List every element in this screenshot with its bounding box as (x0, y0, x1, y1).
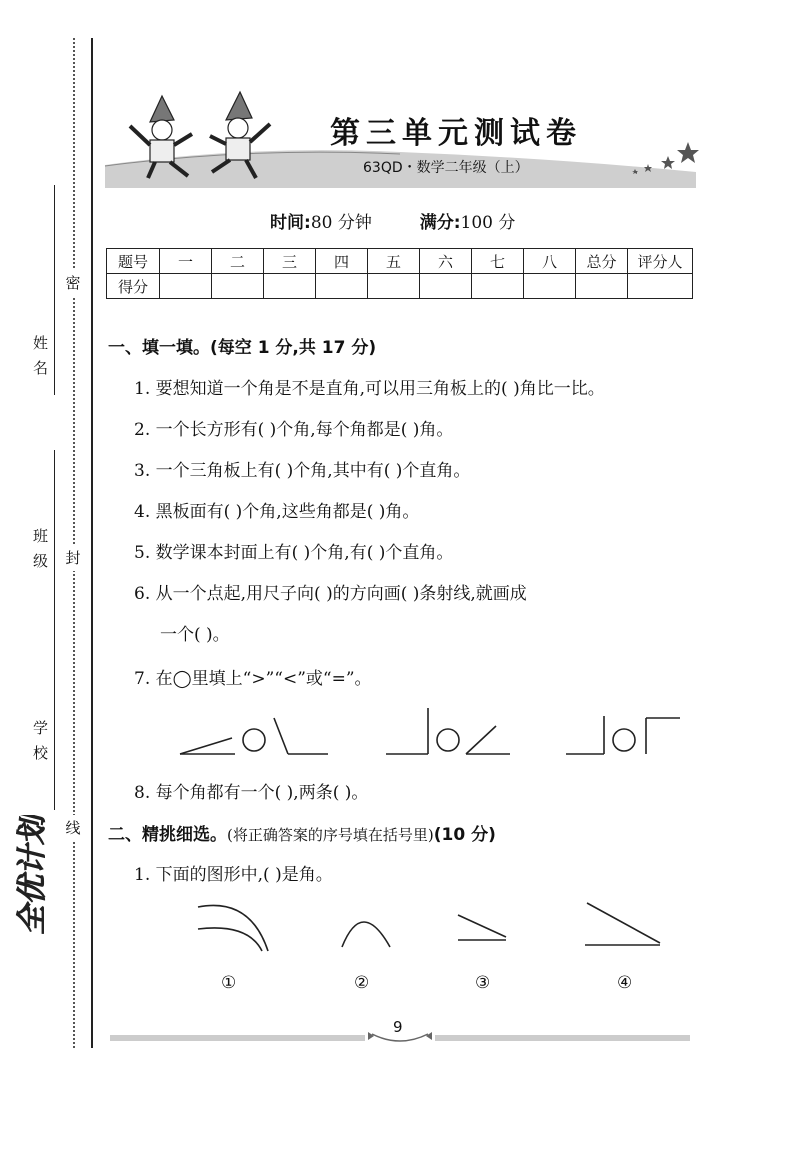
question-1-6-cont: 一个( )。 (160, 625, 230, 645)
score-cell[interactable] (420, 274, 472, 299)
question-1-8: 8. 每个角都有一个( ),两条( )。 (134, 783, 369, 803)
score-cell[interactable] (472, 274, 524, 299)
option-label-1: ① (221, 973, 237, 993)
option-label-4: ④ (617, 973, 633, 993)
option-figure-1 (198, 905, 268, 951)
exam-info (270, 208, 515, 233)
option-figure-4 (585, 903, 660, 945)
time-value: 80 分钟 (310, 213, 372, 233)
class-field-line[interactable] (54, 450, 55, 630)
page-number: 9 (393, 1018, 403, 1036)
score-cell[interactable] (264, 274, 316, 299)
name-field-line[interactable] (54, 185, 55, 395)
binding-solid-line (91, 38, 93, 1048)
angle-option-figures (190, 895, 670, 960)
row-label: 得分 (107, 274, 160, 299)
score-cell[interactable] (160, 274, 212, 299)
header-cell: 评分人 (628, 249, 693, 274)
question-1-7: 7. 在◯里填上“>”“<”或“=”。 (134, 669, 372, 689)
angle-comparison-figures (170, 700, 690, 764)
header-cell: 总分 (576, 249, 628, 274)
header-cell: 题号 (107, 249, 160, 274)
question-2-1: 1. 下面的图形中,( )是角。 (134, 865, 333, 885)
header-cell: 二 (212, 249, 264, 274)
section-2-heading: 二、精挑细选。 (108, 825, 227, 845)
option-label-3: ③ (475, 973, 491, 993)
header-cell: 七 (472, 249, 524, 274)
seal-mark-2: 封 (64, 545, 82, 571)
option-label-2: ② (354, 973, 370, 993)
exam-subtitle: 63QD・数学二年级（上） (363, 160, 529, 176)
option-figure-3 (458, 915, 506, 940)
score-cell[interactable] (212, 274, 264, 299)
section-2-note: (将正确答案的序号填在括号里) (227, 826, 434, 844)
question-1-6: 6. 从一个点起,用尺子向( )的方向画( )条射线,就画成 (134, 584, 527, 604)
header-cell: 三 (264, 249, 316, 274)
header-cell: 四 (316, 249, 368, 274)
compare-circle-2 (437, 729, 459, 751)
class-label: 班级 (31, 528, 49, 578)
score-value: 100 分 (460, 213, 516, 233)
score-label: 满分: (419, 213, 461, 233)
svg-text:全优计划: 全优计划 (15, 815, 50, 935)
comparison-pair-3 (566, 716, 680, 754)
exam-title: 第三单元测试卷 (330, 116, 582, 151)
seal-mark-1: 密 (64, 270, 82, 296)
option-figure-2 (342, 922, 390, 947)
name-label: 姓名 (31, 335, 49, 385)
header-cell: 六 (420, 249, 472, 274)
score-cell[interactable] (576, 274, 628, 299)
question-1-1: 1. 要想知道一个角是不是直角,可以用三角板上的( )角比一比。 (134, 379, 605, 399)
compare-circle-1 (243, 729, 265, 751)
score-cell[interactable] (628, 274, 693, 299)
question-1-2: 2. 一个长方形有( )个角,每个角都是( )角。 (134, 420, 454, 440)
school-label: 学校 (31, 720, 49, 770)
brand-logo (12, 815, 82, 945)
score-table (106, 248, 693, 299)
question-1-5: 5. 数学课本封面上有( )个角,有( )个直角。 (134, 543, 454, 563)
question-1-3: 3. 一个三角板上有( )个角,其中有( )个直角。 (134, 461, 471, 481)
header-cell: 八 (524, 249, 576, 274)
header-cell: 一 (160, 249, 212, 274)
time-label: 时间: (270, 213, 311, 233)
score-cell[interactable] (316, 274, 368, 299)
school-field-line[interactable] (54, 630, 55, 810)
header-cell: 五 (368, 249, 420, 274)
compare-circle-3 (613, 729, 635, 751)
section-1-title: 一、填一填。(每空 1 分,共 17 分) (108, 338, 377, 358)
score-cell[interactable] (524, 274, 576, 299)
section-2-points: (10 分) (433, 825, 496, 845)
section-2-title (108, 820, 496, 845)
seal-mark-3: 线 (64, 815, 82, 841)
question-1-4: 4. 黑板面有( )个角,这些角都是( )角。 (134, 502, 420, 522)
score-cell[interactable] (368, 274, 420, 299)
score-table-score-row (107, 274, 693, 299)
comparison-pair-2 (386, 708, 510, 754)
comparison-pair-1 (180, 718, 328, 754)
score-table-header-row (107, 249, 693, 274)
